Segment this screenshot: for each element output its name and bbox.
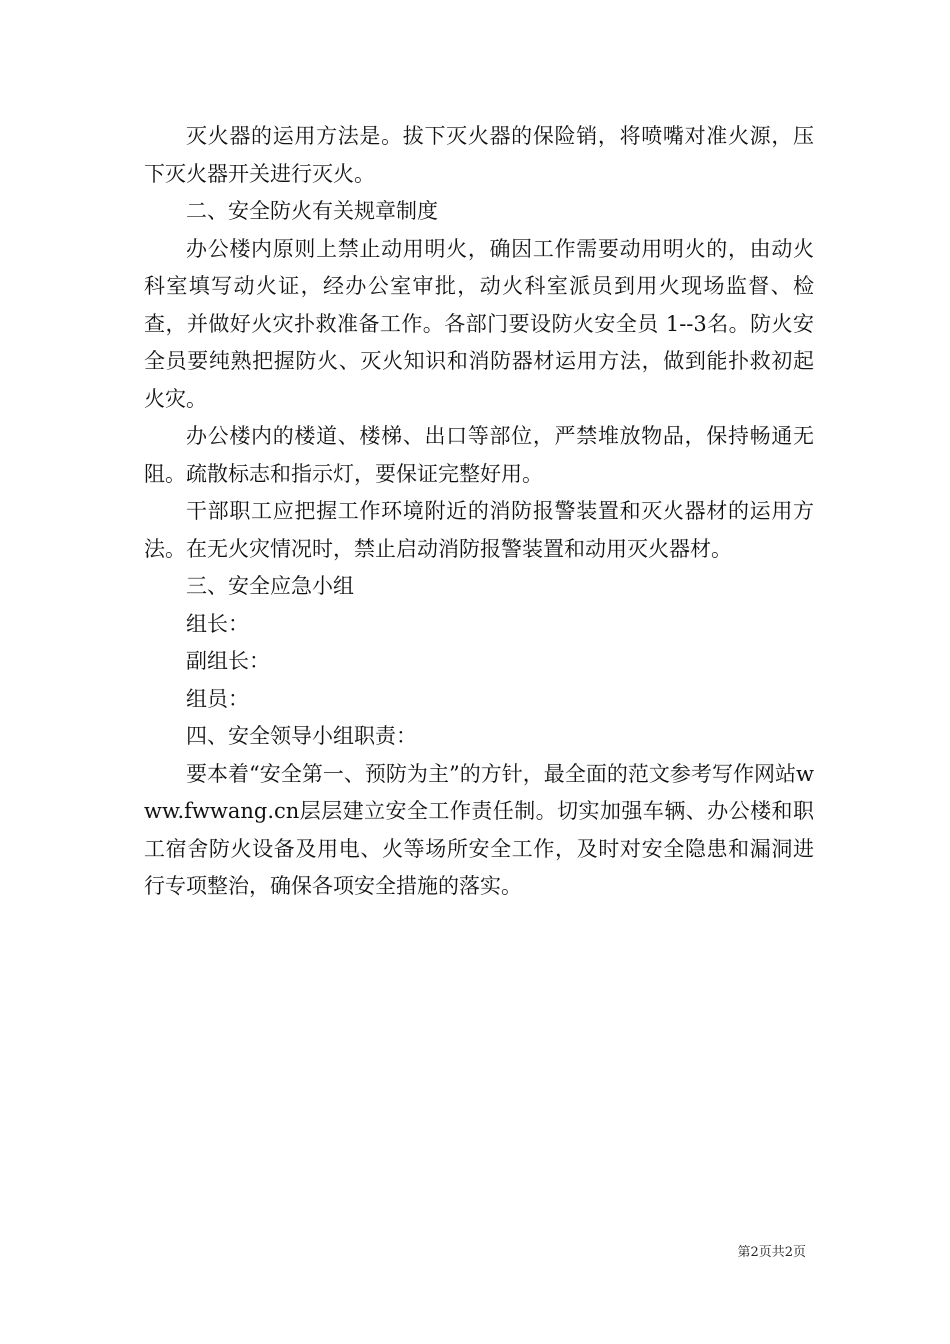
heading-fire-safety-rules: 二、安全防火有关规章制度: [186, 199, 438, 223]
label-deputy-leader: 副组长：: [186, 649, 270, 673]
page-number-footer: 第2页共2页: [737, 1245, 806, 1260]
document-body: [144, 118, 814, 906]
paragraph-corridor-rules: 办公楼内的楼道、楼梯、出口等部位，严禁堆放物品，保持畅通无阻。疏散标志和指示灯，要保证完整好用。: [144, 424, 814, 486]
paragraph-open-flame-policy: 办公楼内原则上禁止动用明火，确因工作需要动用明火的，由动火科室填写动火证，经办公室审批，动火科室派员到用火现场监督、检查，并做好火灾扑救准备工作。各部门要设防火安全员 1--3名。防火安全员要纯熟把握防火、灭火知识和消防器材运用方法，做到能扑救初起火灾。: [144, 236, 814, 411]
label-members: 组员：: [186, 686, 249, 711]
paragraph-extinguisher-usage: 灭火器的运用方法是。拔下灭火器的保险销，将喷嘴对准火源，压下灭火器开关进行灭火。: [144, 124, 814, 186]
paragraph-staff-equipment-knowledge: 干部职工应把握工作环境附近的消防报警装置和灭火器材的运用方法。在无火灾情况时，禁止启动消防报警装置和动用灭火器材。: [144, 499, 814, 561]
label-group-leader: 组长：: [186, 611, 249, 636]
heading-leadership-duties: 四、安全领导小组职责：: [186, 724, 417, 748]
heading-emergency-group: 三、安全应急小组: [186, 574, 354, 598]
paragraph-safety-policy: 要本着“安全第一、预防为主”的方针，最全面的范文参考写作网站www.fwwang.cn层层建立安全工作责任制。切实加强车辆、办公楼和职工宿舍防火设备及用电、火等场所安全工作，及时对安全隐患和漏洞进行专项整治，确保各项安全措施的落实。: [144, 761, 814, 898]
